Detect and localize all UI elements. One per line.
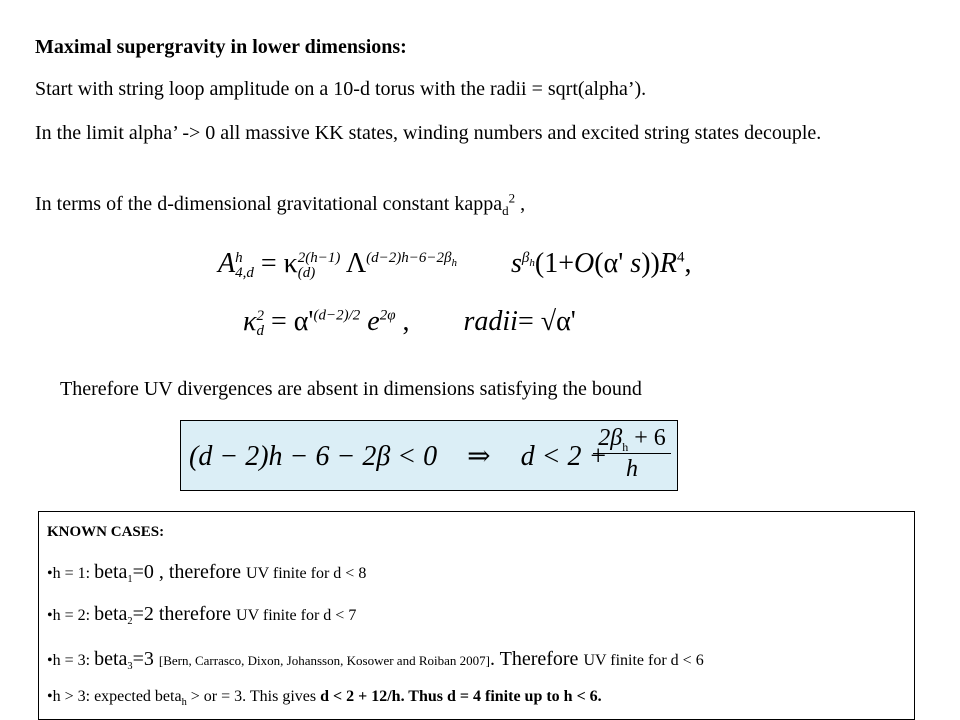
amplitude-sub: 4,d bbox=[235, 264, 254, 281]
case3-sub: 3 bbox=[127, 661, 133, 673]
case4-prefix: h > 3: expected beta bbox=[52, 688, 182, 705]
bound-lhs-text: (d − 2)h − 6 − 2β < 0 bbox=[189, 441, 438, 472]
bound-equation-box bbox=[180, 420, 678, 491]
case-h1: •h = 1: beta$_1$=0 , therefore UV finite for d < 8 bbox=[47, 561, 367, 586]
case-h3: •h = 3: beta$_3$=3 [Bern, Carrasco, Dixon, Johansson, Kosower and Roiban 2007]. Therefore UV finite for d < 6 bbox=[47, 648, 704, 673]
case1-beta: beta bbox=[94, 561, 128, 583]
slide-title: Maximal supergravity in lower dimensions: bbox=[35, 36, 407, 58]
bound-rhs-start: d < 2 + bbox=[520, 441, 608, 472]
amplitude-rhs: = κ bbox=[260, 248, 298, 279]
numerator-text: 2β bbox=[598, 425, 623, 451]
case-h-gt-3: •h > 3: expected beta$_h$ > or = 3. This gives d < 2 + 12/h. Thus d = 4 finite up to h < 6. bbox=[47, 688, 602, 709]
amplitude-sup: h bbox=[235, 249, 243, 266]
case1-sub: 1 bbox=[127, 574, 133, 586]
radii-label: radii bbox=[463, 306, 518, 337]
intro-line-3-sub: d bbox=[502, 203, 509, 218]
case1-tail: UV finite for d < 8 bbox=[246, 565, 367, 582]
radii-rhs: = √α' bbox=[517, 306, 576, 337]
intro-line-1: Start with string loop amplitude on a 10-d torus with the radii = sqrt(alpha’). bbox=[35, 78, 647, 100]
case3-beta: beta bbox=[94, 648, 128, 670]
numerator-sub: h bbox=[622, 439, 629, 454]
conclusion-text: Therefore UV divergences are absent in dimensions satisfying the bound bbox=[60, 378, 642, 400]
amplitude-equation: A h 4,d = κ 2(h−1) (d) $\Lambda^{(d-2)h-6-2\beta_h}$ $s^{\beta_h}(1+O(\alpha'$ $s))R^4$, bbox=[218, 248, 692, 281]
intro-line-3 bbox=[35, 192, 525, 216]
case2-beta: beta bbox=[94, 603, 128, 625]
intro-line-3-sup: 2 bbox=[508, 190, 516, 206]
fraction-numerator bbox=[593, 423, 671, 454]
case2-mid: =2 therefore bbox=[132, 603, 237, 625]
case1-mid: =0 , therefore bbox=[132, 561, 247, 583]
case4-mid: > or = 3. This gives bbox=[186, 688, 321, 705]
case3-mid: =3 bbox=[132, 648, 159, 670]
known-cases-heading: KNOWN CASES: bbox=[47, 524, 165, 540]
intro-line-3-end: , bbox=[515, 193, 526, 215]
known-cases-box bbox=[38, 511, 915, 720]
kappa-equation: κ 2 d = $\alpha'^{(d-2)/2}$ $e^{2\varphi}$ , radii= √α' bbox=[243, 306, 576, 339]
implies-arrow: ⇒ bbox=[467, 441, 491, 472]
case4-sub: h bbox=[181, 697, 187, 709]
kappa-symbol: κ bbox=[243, 306, 257, 337]
intro-line-2: In the limit alpha’ -> 0 all massive KK states, winding numbers and excited string states decouple. bbox=[35, 122, 822, 144]
case-h2: •h = 2: beta$_2$=2 therefore UV finite for d < 7 bbox=[47, 603, 357, 628]
case3-tail: UV finite for d < 6 bbox=[583, 652, 704, 669]
case1-prefix: h = 1: bbox=[52, 565, 95, 582]
case2-tail: UV finite for d < 7 bbox=[236, 607, 357, 624]
case4-bold-conclusion: d < 2 + 12/h. Thus d = 4 finite up to h < 6. bbox=[320, 688, 602, 705]
bound-fraction bbox=[593, 423, 671, 484]
numerator-end: + 6 bbox=[628, 425, 666, 451]
case3-reference: [Bern, Carrasco, Dixon, Johansson, Kosower and Roiban 2007] bbox=[158, 653, 490, 668]
case2-sub: 2 bbox=[127, 616, 133, 628]
fraction-denominator: h bbox=[626, 456, 638, 482]
case2-prefix: h = 2: bbox=[52, 607, 95, 624]
amplitude-symbol: A bbox=[218, 248, 236, 279]
case3-prefix: h = 3: bbox=[52, 652, 95, 669]
case3-mid2: . Therefore bbox=[489, 648, 584, 670]
intro-line-3-text: In terms of the d-dimensional gravitational constant kappa bbox=[35, 193, 503, 215]
bound-lhs bbox=[189, 439, 607, 473]
